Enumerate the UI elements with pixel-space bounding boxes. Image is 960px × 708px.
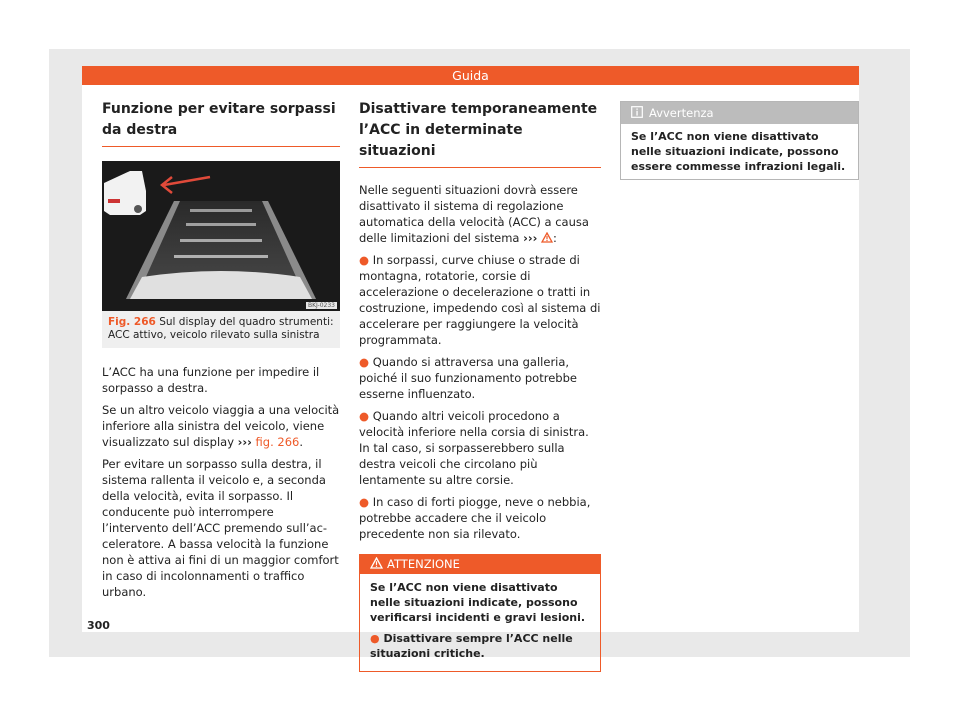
left-paragraph-2-end: . [299,435,304,449]
attention-title: ATTENZIONE [387,557,460,571]
note-title: Avvertenza [649,106,714,120]
attention-box [359,554,601,672]
section-header: Guida [82,66,859,85]
figure-caption [102,311,340,348]
list-item-text: In sorpassi, curve chiuse o strade di montagna, rotatorie, corsie di accelerazione o decelerazione o tratti in costruzione, impedendo così al sistema di accelerare per raggiungere la velocità programmata. [359,253,601,347]
attention-body [360,574,600,671]
bullet-icon: ● [359,409,370,423]
right-column [620,85,859,180]
left-paragraph-1: L’ACC ha una funzione per impedire il sorpasso a destra. [102,365,320,395]
note-header [621,102,858,124]
bullet-icon: ● [359,253,370,267]
left-paragraph-2 [102,402,340,450]
left-heading-wrap [102,99,340,147]
reference-arrows: ››› [523,231,538,245]
middle-body [359,182,601,672]
figure-label: Fig. 266 [108,316,156,328]
list-item [359,494,601,542]
dashboard-display-illustration [102,161,340,311]
middle-intro-end: : [553,231,557,245]
figure-caption-text: Sul display del quadro strumenti: ACC attivo, veicolo rilevato sulla sinistra [108,316,334,341]
middle-heading: Disattivare temporaneamente l’ACC in determinate situazioni [359,101,598,159]
left-paragraph-3: Per evitare un sorpasso sulla destra, il sistema rallenta il veicolo e, a seconda della velocità, evita il sorpasso. Il conducente può interrompere l’intervento dell’ACC premendo sull’acceleratore. A bassa velocità la funzione non è attiva ai fini di un maggior comfort in caso di incolonnamenti o traffico urbano. [102,457,339,599]
figure-code: BKJ-0233 [307,302,335,309]
attention-header [360,555,600,574]
bullet-icon: ● [370,632,380,645]
dashboard-figure [102,161,340,311]
warning-triangle-icon[interactable] [541,232,553,243]
middle-intro [359,182,601,246]
attention-text: Se l’ACC non viene disattivato nelle situazioni indicate, possono verificarsi incidenti e gravi lesioni. [370,581,586,624]
reference-arrows: ››› [237,435,252,449]
note-text: Se l’ACC non viene disattivato nelle situazioni indicate, possono essere commesse infrazioni legali. [631,130,846,173]
bullet-icon: ● [359,495,370,509]
info-icon [631,106,643,118]
left-heading: Funzione per evitare sorpassi da destra [102,101,336,138]
figure-link[interactable]: fig. 266 [255,435,300,449]
note-body [621,124,858,179]
attention-bullet-text: Disattivare sempre l’ACC nelle situazioni critiche. [370,632,573,660]
list-item [359,354,601,402]
list-item-text: Quando altri veicoli procedono a velocità inferiore nella corsia di sinistra. In tal caso, si sorpasserebbero sulla destra veicoli che circolano più lentamente su altre corsie. [359,409,589,487]
list-item-text: In caso di forti piogge, neve o nebbia, potrebbe accadere che il veicolo precedente non sia rilevato. [359,495,591,541]
middle-intro-text: Nelle seguenti situazioni dovrà essere disattivato il sistema di regolazione automatica della velocità (ACC) a causa delle limitazioni del sistema [359,183,589,245]
left-body [102,364,340,600]
note-box [620,101,859,180]
warning-triangle-icon [370,557,383,569]
left-paragraph-2-text: Se un altro veicolo viaggia a una velocità inferiore alla sinistra del veicolo, viene visualizzato sul display [102,403,340,449]
list-item-text: Quando si attraversa una galleria, poiché il suo funzionamento potrebbe esserne influenzato. [359,355,577,401]
manual-page [82,66,859,660]
list-item [359,252,601,348]
attention-bullet [370,631,590,661]
middle-column [359,85,601,672]
middle-heading-wrap [359,99,601,168]
bullet-icon: ● [359,355,370,369]
page-number: 300 [87,619,110,632]
left-column [102,85,340,606]
list-item [359,408,601,488]
